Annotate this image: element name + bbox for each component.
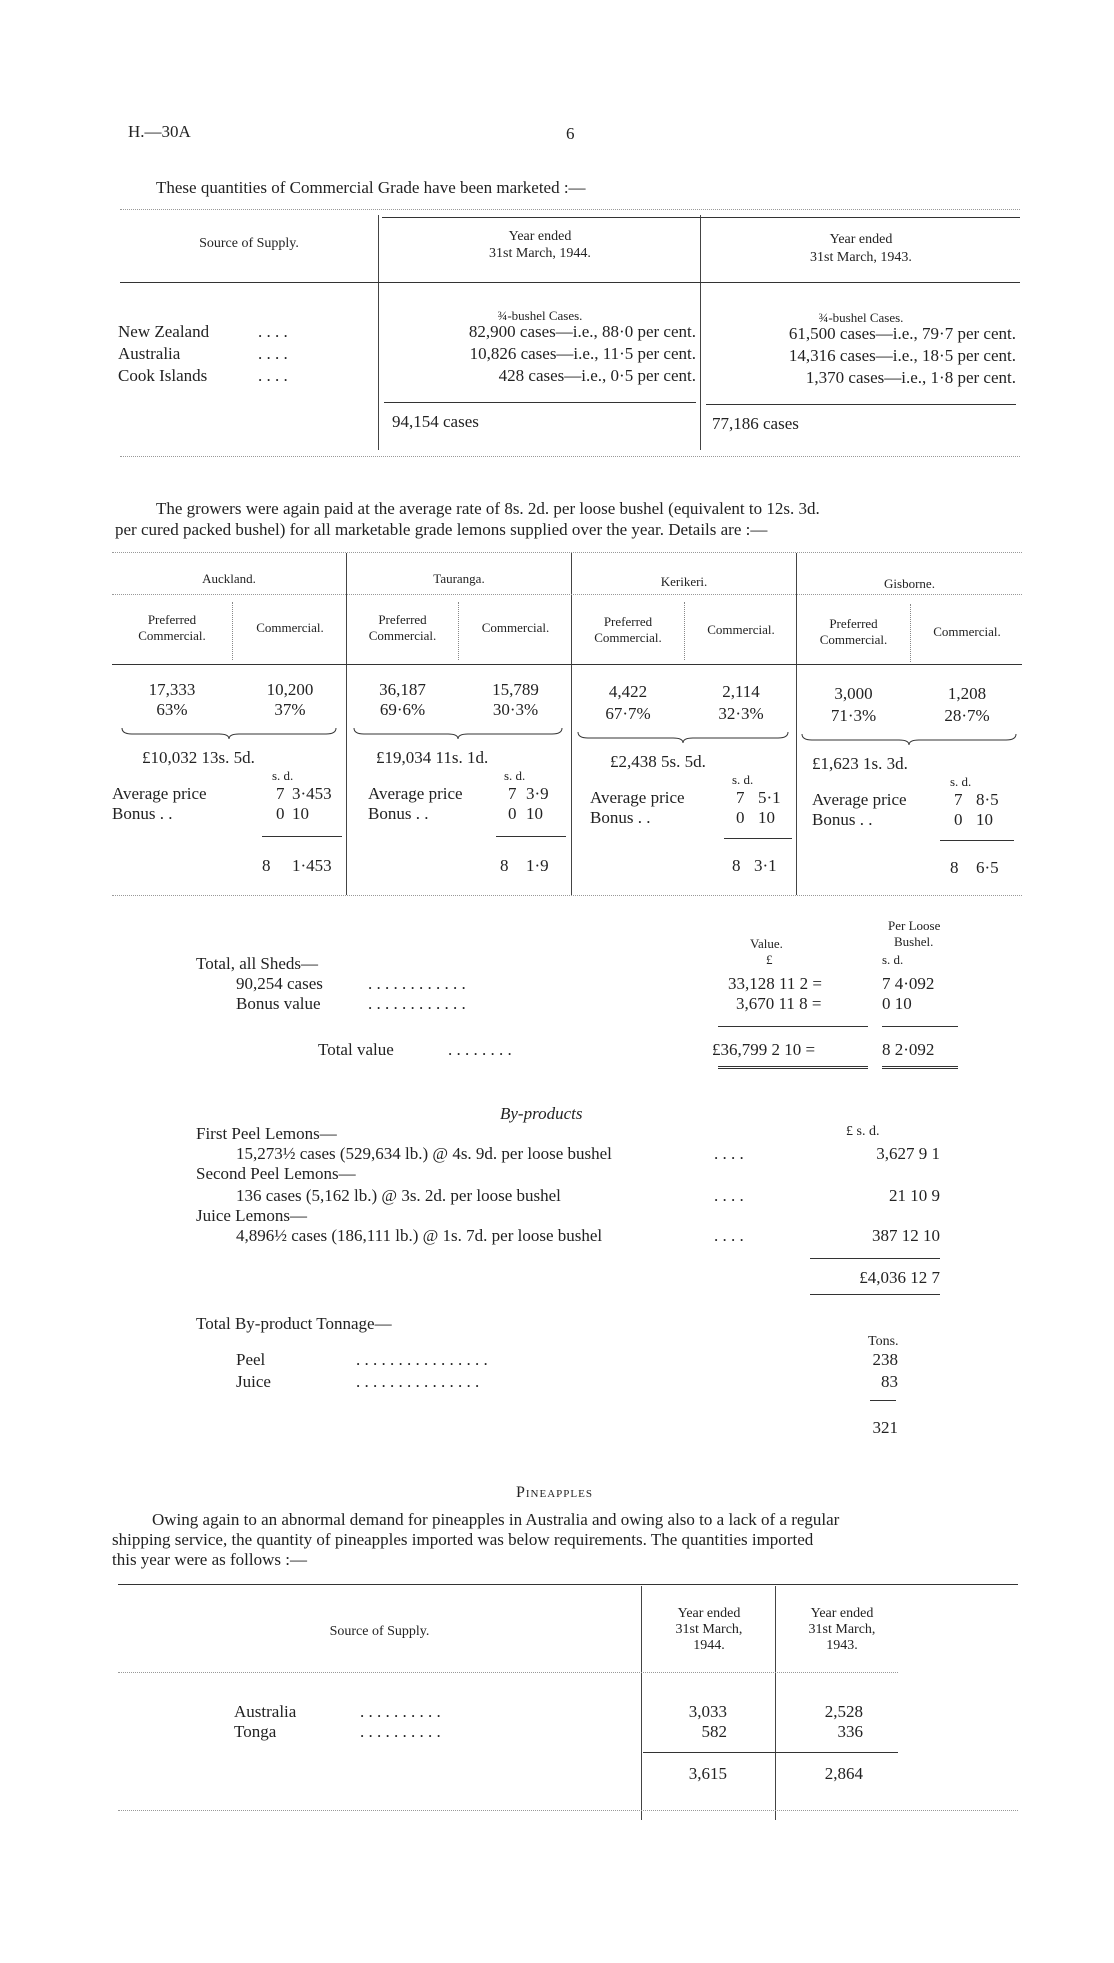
subcolumn-divider xyxy=(684,602,685,660)
dot-leader: . . . . . . . . xyxy=(448,1040,512,1059)
table-total-1944: 3,615 xyxy=(688,1764,727,1783)
total-value-amount: £36,799 2 10 = xyxy=(712,1040,816,1059)
subheader-preferred-l2: Commercial. xyxy=(594,630,662,645)
brace-icon xyxy=(800,732,1018,746)
unit-label-1944: ¾-bushel Cases. xyxy=(497,308,583,323)
dot-leader: . . . . xyxy=(258,366,288,385)
subheader-preferred-l2: Commercial. xyxy=(138,628,206,643)
preferred-cases: 3,000 xyxy=(834,684,873,703)
table-rule xyxy=(120,456,1020,457)
preferred-cases: 17,333 xyxy=(148,680,196,699)
item-detail: 15,273½ cases (529,634 lb.) @ 4s. 9d. per loose bushel xyxy=(236,1144,612,1163)
sd-header: s. d. xyxy=(504,768,526,783)
commercial-cases: 15,789 xyxy=(492,680,539,699)
bonus-label: Bonus . . xyxy=(590,808,651,827)
region-total-amount: £10,032 13s. 5d. xyxy=(142,748,255,767)
dot-leader: . . . . xyxy=(258,344,288,363)
region-header-gisborne: Gisborne. xyxy=(884,576,935,591)
table-rule xyxy=(118,1672,898,1673)
table-cell-1944: 428 cases—i.e., 0·5 per cent. xyxy=(498,366,696,385)
sd-header: s. d. xyxy=(732,772,754,787)
bonus-d: 10 xyxy=(526,804,543,823)
table-row-source: New Zealand xyxy=(118,322,210,341)
dot-leader: . . . . . . . . . . . . xyxy=(368,974,466,993)
preferred-percent: 63% xyxy=(156,700,188,719)
unit-label-1943: ¾-bushel Cases. xyxy=(818,310,904,325)
column-divider xyxy=(378,215,379,450)
total-price-d: 1·453 xyxy=(292,856,332,875)
sum-rule xyxy=(870,1400,896,1401)
tonnage-item-label: Peel xyxy=(236,1350,266,1369)
dot-leader: . . . . . . . . . . . . xyxy=(368,994,466,1013)
subheader-preferred: Preferred xyxy=(829,616,878,631)
column-divider xyxy=(346,553,347,895)
subheader-preferred: Preferred xyxy=(603,614,653,629)
sum-rule xyxy=(810,1258,940,1259)
table-cell-1943: 2,528 xyxy=(824,1702,863,1721)
pineapples-para-line-1: Owing again to an abnormal demand for pineapples in Australia and owing also to a lack of a regular xyxy=(152,1510,840,1529)
bonus-label: Bonus . . xyxy=(812,810,873,829)
subheader-commercial: Commercial. xyxy=(707,622,775,637)
table-cell-1944: 82,900 cases—i.e., 88·0 per cent. xyxy=(468,322,696,341)
intro-commercial-grade: These quantities of Commercial Grade have been marketed :— xyxy=(156,178,586,197)
tonnage-item-value: 83 xyxy=(881,1372,898,1391)
column-header-1944-l2: 31st March, xyxy=(675,1622,743,1637)
average-price-label: Average price xyxy=(112,784,207,803)
brace-icon xyxy=(352,726,564,740)
sum-rule xyxy=(724,838,792,839)
table-rule xyxy=(120,282,1020,283)
section-title: By-products xyxy=(500,1104,583,1123)
average-price-label: Average price xyxy=(590,788,685,807)
dot-leader: . . . . . . . . . . . . . . . xyxy=(356,1372,480,1391)
brace-icon xyxy=(120,726,338,740)
table-row-source: Australia xyxy=(234,1702,297,1721)
dot-leader: . . . . xyxy=(714,1226,744,1245)
double-rule xyxy=(882,1066,958,1069)
tonnage-item-value: 238 xyxy=(872,1350,898,1369)
average-price-label: Average price xyxy=(812,790,907,809)
commercial-percent: 28·7% xyxy=(944,706,990,725)
commercial-cases: 1,208 xyxy=(947,684,987,703)
subheader-preferred-l2: Commercial. xyxy=(819,632,888,647)
double-rule xyxy=(718,1066,868,1069)
item-amount: 3,627 9 1 xyxy=(876,1144,940,1163)
region-total-amount: £19,034 11s. 1d. xyxy=(376,748,489,767)
total-row-rate: 0 10 xyxy=(882,994,912,1013)
table-rule xyxy=(112,895,1022,896)
total-price-d: 3·1 xyxy=(754,856,777,875)
sum-rule xyxy=(496,836,566,837)
pineapples-para-line-2: shipping service, the quantity of pineapples imported was below requirements. The quantities imported xyxy=(112,1530,814,1549)
dot-leader: . . . . . . . . . . . . . . . . xyxy=(356,1350,488,1369)
dot-leader: . . . . . . . . . . xyxy=(360,1722,441,1741)
total-price-d: 1·9 xyxy=(526,856,549,875)
value-header: Value. xyxy=(750,936,783,951)
region-header-kerikeri: Kerikeri. xyxy=(660,574,708,589)
table-rule xyxy=(382,217,1020,218)
table-rule xyxy=(112,552,1022,553)
brace-icon xyxy=(576,730,790,744)
average-price-d: 3·9 xyxy=(526,784,549,803)
column-divider xyxy=(775,1586,776,1820)
average-price-d: 8·5 xyxy=(976,790,999,809)
table-cell-1943: 61,500 cases—i.e., 79·7 per cent. xyxy=(788,324,1016,343)
total-row-rate: 7 4·092 xyxy=(882,974,935,993)
total-price-s: 8 xyxy=(732,856,741,875)
total-price-d: 6·5 xyxy=(976,858,999,877)
column-divider xyxy=(571,553,572,895)
average-price-d: 5·1 xyxy=(758,788,781,807)
total-row-label: 90,254 cases xyxy=(236,974,323,993)
sum-rule xyxy=(940,840,1014,841)
column-divider xyxy=(641,1586,642,1820)
commercial-percent: 30·3% xyxy=(492,700,539,719)
region-total-amount: £1,623 1s. 3d. xyxy=(812,754,908,773)
tonnage-label: Total By-product Tonnage— xyxy=(196,1314,392,1333)
column-header-1943-l2: 31st March, xyxy=(808,1622,876,1637)
column-header-1944-l2: 31st March, 1944. xyxy=(489,246,591,261)
sd-header: s. d. xyxy=(272,768,294,783)
subheader-preferred: Preferred xyxy=(378,612,427,627)
commercial-cases: 10,200 xyxy=(266,680,314,699)
dot-leader: . . . . xyxy=(714,1144,744,1163)
table-rule xyxy=(643,1752,898,1753)
preferred-percent: 67·7% xyxy=(605,704,651,723)
bonus-d: 10 xyxy=(976,810,993,829)
total-row-value: 33,128 11 2 = xyxy=(728,974,822,993)
sum-rule xyxy=(262,836,342,837)
table-rule xyxy=(706,404,1016,405)
table-total-1943: 2,864 xyxy=(824,1764,863,1783)
average-price-s: 7 xyxy=(276,784,285,803)
column-header-source: Source of Supply. xyxy=(329,1624,430,1639)
bonus-label: Bonus . . xyxy=(368,804,429,823)
table-rule xyxy=(112,664,1022,665)
total-label: Total, all Sheds— xyxy=(196,954,319,973)
table-rule xyxy=(120,209,1020,210)
column-header-1943-l1: Year ended xyxy=(829,232,893,247)
commercial-percent: 37% xyxy=(274,700,306,719)
subheader-commercial: Commercial. xyxy=(481,620,550,635)
by-products-total: £4,036 12 7 xyxy=(859,1268,940,1287)
pound-header: £ xyxy=(766,952,773,967)
total-value-rate: 8 2·092 xyxy=(882,1040,935,1059)
table-row-source: Tonga xyxy=(234,1722,277,1741)
amount-header: £ s. d. xyxy=(846,1124,880,1139)
table-cell-1944: 10,826 cases—i.e., 11·5 per cent. xyxy=(469,344,696,363)
table-row-source: Cook Islands xyxy=(118,366,208,385)
column-header-source: Source of Supply. xyxy=(199,236,299,251)
commercial-cases: 2,114 xyxy=(722,682,760,701)
subcolumn-divider xyxy=(458,602,459,660)
preferred-cases: 4,422 xyxy=(608,682,648,701)
bonus-s: 0 xyxy=(508,804,517,823)
bonus-label: Bonus . . xyxy=(112,804,173,823)
column-header-1944-l3: 1944. xyxy=(693,1638,725,1653)
total-price-s: 8 xyxy=(950,858,959,877)
dot-leader: . . . . xyxy=(258,322,288,341)
subheader-preferred: Preferred xyxy=(147,612,197,627)
bonus-d: 10 xyxy=(758,808,775,827)
table-total-1944: 94,154 cases xyxy=(392,412,479,431)
item-amount: 387 12 10 xyxy=(872,1226,940,1245)
preferred-percent: 69·6% xyxy=(379,700,426,719)
region-total-amount: £2,438 5s. 5d. xyxy=(610,752,706,771)
preferred-percent: 71·3% xyxy=(830,706,877,725)
column-header-1944-l1: Year ended xyxy=(677,1606,741,1621)
bushel-header: Bushel. xyxy=(894,934,934,949)
dot-leader: . . . . xyxy=(714,1186,744,1205)
average-price-s: 7 xyxy=(736,788,745,807)
column-header-1943-l2: 31st March, 1943. xyxy=(810,250,912,265)
total-row-label: Bonus value xyxy=(236,994,321,1013)
table-cell-1944: 3,033 xyxy=(688,1702,727,1721)
section-title: Pineapples xyxy=(516,1484,593,1501)
item-detail: 136 cases (5,162 lb.) @ 3s. 2d. per loose bushel xyxy=(236,1186,561,1205)
subcolumn-divider xyxy=(232,602,233,660)
sd-header: s. d. xyxy=(882,952,904,967)
item-heading: First Peel Lemons— xyxy=(196,1124,337,1143)
document-reference: H.—30A xyxy=(128,122,191,141)
table-cell-1944: 582 xyxy=(701,1722,727,1741)
sum-rule xyxy=(810,1294,940,1295)
bonus-s: 0 xyxy=(736,808,745,827)
item-heading: Juice Lemons— xyxy=(196,1206,307,1225)
table-cell-1943: 336 xyxy=(837,1722,863,1741)
item-detail: 4,896½ cases (186,111 lb.) @ 1s. 7d. per loose bushel xyxy=(236,1226,603,1245)
bonus-s: 0 xyxy=(276,804,285,823)
item-amount: 21 10 9 xyxy=(889,1186,940,1205)
table-cell-1943: 14,316 cases—i.e., 18·5 per cent. xyxy=(788,346,1016,365)
region-header-tauranga: Tauranga. xyxy=(433,571,485,586)
table-total-1943: 77,186 cases xyxy=(712,414,799,433)
total-price-s: 8 xyxy=(262,856,271,875)
column-header-1943-l1: Year ended xyxy=(810,1606,874,1621)
column-header-1943-l3: 1943. xyxy=(826,1638,858,1653)
per-loose-header: Per Loose xyxy=(888,918,941,933)
sum-rule xyxy=(718,1026,868,1027)
subheader-commercial: Commercial. xyxy=(256,620,324,635)
bonus-d: 10 xyxy=(292,804,309,823)
column-header-1944-l1: Year ended xyxy=(508,229,572,244)
subheader-preferred-l2: Commercial. xyxy=(368,628,437,643)
table-rule xyxy=(118,1584,1018,1585)
total-value-label: Total value xyxy=(318,1040,394,1059)
column-divider xyxy=(700,215,701,450)
pineapples-para-line-3: this year were as follows :— xyxy=(112,1550,307,1569)
total-price-s: 8 xyxy=(500,856,509,875)
sum-rule xyxy=(882,1026,958,1027)
total-row-value: 3,670 11 8 = xyxy=(736,994,822,1013)
average-price-label: Average price xyxy=(368,784,463,803)
average-price-s: 7 xyxy=(508,784,517,803)
page-number: 6 xyxy=(566,124,575,143)
table-rule xyxy=(118,1810,1018,1811)
table-row-source: Australia xyxy=(118,344,181,363)
subcolumn-divider xyxy=(910,604,911,662)
average-price-s: 7 xyxy=(954,790,963,809)
preferred-cases: 36,187 xyxy=(379,680,426,699)
table-rule xyxy=(112,594,1022,595)
subheader-commercial: Commercial. xyxy=(933,624,1001,639)
tons-header: Tons. xyxy=(868,1334,899,1349)
intro-growers-line-2: per cured packed bushel) for all marketable grade lemons supplied over the year. Details are :— xyxy=(115,520,768,539)
dot-leader: . . . . . . . . . . xyxy=(360,1702,441,1721)
region-header-auckland: Auckland. xyxy=(202,571,256,586)
tonnage-total: 321 xyxy=(872,1418,898,1437)
item-heading: Second Peel Lemons— xyxy=(196,1164,356,1183)
commercial-percent: 32·3% xyxy=(718,704,764,723)
sd-header: s. d. xyxy=(950,774,972,789)
intro-growers-line-1: The growers were again paid at the average rate of 8s. 2d. per loose bushel (equivalent to 12s. 3d. xyxy=(156,499,820,518)
average-price-d: 3·453 xyxy=(292,784,332,803)
bonus-s: 0 xyxy=(954,810,963,829)
table-cell-1943: 1,370 cases—i.e., 1·8 per cent. xyxy=(805,368,1016,387)
table-rule xyxy=(384,402,696,403)
tonnage-item-label: Juice xyxy=(236,1372,271,1391)
